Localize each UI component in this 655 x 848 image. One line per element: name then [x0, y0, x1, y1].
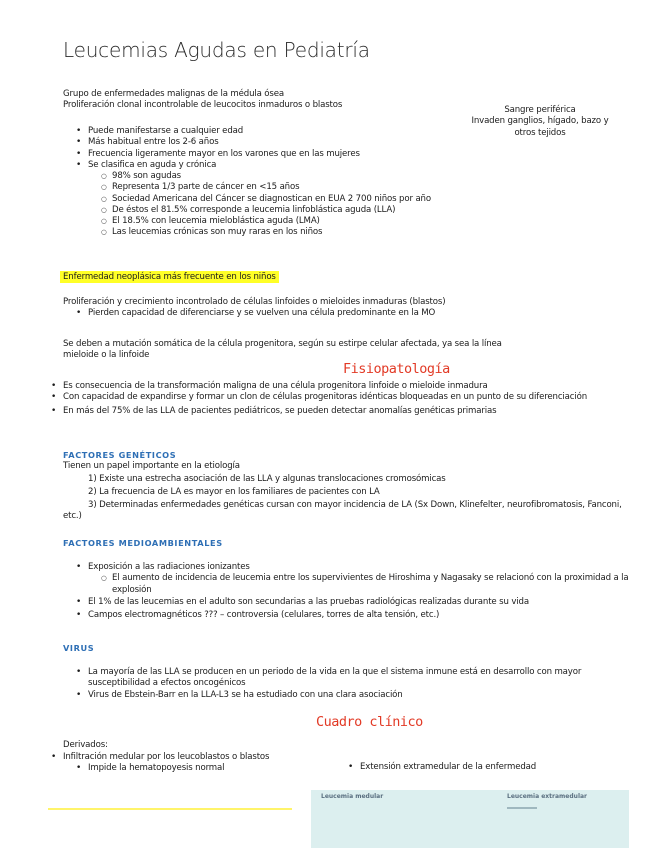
- list-item: • Es consecuencia de la transformación maligna de una célula progenitora linfoide o mieloide inmadura: [63, 381, 623, 392]
- factores-geneticos-heading: FACTORES GENÉTICOS: [63, 450, 177, 460]
- virus-heading: VIRUS: [63, 643, 95, 653]
- geneticos-item-1: 1) Existe una estrecha asociación de las LLA y algunas translocaciones cromosómicas: [88, 474, 446, 484]
- mutation-line-2: mieloide o la linfoide: [63, 350, 150, 360]
- derivados-label: Derivados:: [63, 740, 108, 750]
- cuadro-list-right: [360, 762, 536, 773]
- proliferation-line: Proliferación y crecimiento incontrolado de células linfoides o mieloides inmaduras (blastos): [63, 297, 446, 307]
- side-note-line-3: otros tejidos: [514, 127, 566, 138]
- list-item: ○ 98% son agudas: [112, 171, 431, 182]
- leucemia-table: [311, 790, 629, 848]
- list-item: ○ Las leucemias crónicas son muy raras en los niños: [112, 227, 431, 238]
- cuadro-list-left: [63, 752, 269, 775]
- side-note-line-2: Invaden ganglios, hígado, bazo y: [471, 116, 609, 127]
- list-item: • Virus de Ebstein-Barr en la LLA-L3 se ha estudiado con una clara asociación: [88, 690, 636, 701]
- highlighted-statement: Enfermedad neoplásica más frecuente en los niños: [60, 271, 279, 283]
- fisiopatologia-list: [63, 381, 623, 417]
- list-item: • Impide la hematopoyesis normal: [88, 763, 269, 774]
- list-item: • Infiltración medular por los leucoblastos o blastos: [63, 752, 269, 763]
- geneticos-item-3: 3) Determinadas enfermedades genéticas cursan con mayor incidencia de LA (Sx Down, Klinefelter, neurofibromatosis, Fanconi, etc.): [63, 500, 622, 522]
- list-item: ○ El aumento de incidencia de leucemia entre los supervivientes de Hiroshima y Nagasaky se relacionó con la proximidad a la explosión: [112, 573, 633, 596]
- side-note: [440, 105, 640, 139]
- table-cell-text: [507, 807, 537, 809]
- list-item: • La mayoría de las LLA se producen en un periodo de la vida en la que el sistema inmune está en desarrollo con mayor susceptibilidad a efectos oncogénicos: [88, 667, 636, 690]
- geneticos-intro: Tienen un papel importante en la etiología: [63, 461, 240, 471]
- list-item: • Más habitual entre los 2-6 años: [88, 137, 360, 148]
- list-item: • Extensión extramedular de la enfermedad: [360, 762, 536, 773]
- list-item: ○ Representa 1/3 parte de cáncer en <15 años: [112, 182, 431, 193]
- ambientales-list: [88, 562, 633, 621]
- list-item: • Exposición a las radiaciones ionizantes: [88, 562, 633, 573]
- list-item: • Pierden capacidad de diferenciarse y se vuelven una célula predominante en la MO: [88, 308, 435, 319]
- list-item: • Con capacidad de expandirse y formar un clon de células progenitoras idénticas bloqueadas en un punto de su diferenciación: [63, 392, 623, 403]
- intro-line-1: Grupo de enfermedades malignas de la médula ósea: [63, 89, 285, 99]
- list-item: • Se clasifica en aguda y crónica: [88, 160, 360, 171]
- factores-medioambientales-heading: FACTORES MEDIOAMBIENTALES: [63, 538, 223, 548]
- side-note-line-1: Sangre periférica: [504, 105, 576, 115]
- virus-list: [88, 667, 636, 701]
- list-item: ○ De éstos el 81.5% corresponde a leucemia linfoblástica aguda (LLA): [112, 205, 431, 216]
- list-item: • Frecuencia ligeramente mayor en los varones que en las mujeres: [88, 149, 360, 160]
- highlight-divider: [48, 808, 292, 810]
- mutation-line-1: Se deben a mutación somática de la célula progenitora, según su estirpe celular afectada, ya sea la línea: [63, 339, 502, 349]
- cuadro-clinico-heading: Cuadro clínico: [316, 714, 423, 730]
- list-item: • En más del 75% de las LLA de pacientes pediátricos, se pueden detectar anomalías genéticas primarias: [63, 406, 623, 417]
- page-title: Leucemias Agudas en Pediatría: [63, 38, 370, 62]
- intro-line-2: Proliferación clonal incontrolable de leucocitos inmaduros o blastos: [63, 100, 343, 110]
- stats-sub-list: [112, 171, 431, 239]
- fisiopatologia-heading: Fisiopatología: [343, 361, 450, 377]
- geneticos-item-2: 2) La frecuencia de LA es mayor en los familiares de pacientes con LA: [88, 487, 380, 497]
- list-item: • Puede manifestarse a cualquier edad: [88, 126, 360, 137]
- table-header-medular: Leucemia medular: [321, 793, 384, 800]
- list-item: • El 1% de las leucemias en el adulto son secundarias a las pruebas radiológicas realizadas durante su vida: [88, 597, 633, 608]
- list-item: • Campos electromagnéticos ??? – controversia (celulares, torres de alta tensión, etc.): [88, 610, 633, 621]
- list-item: ○ Sociedad Americana del Cáncer se diagnostican en EUA 2 700 niños por año: [112, 194, 431, 205]
- table-header-extramedular: Leucemia extramedular: [507, 793, 588, 800]
- list-item: ○ El 18.5% con leucemia mieloblástica aguda (LMA): [112, 216, 431, 227]
- proliferation-list: [88, 308, 435, 319]
- general-bullet-list: [88, 126, 360, 171]
